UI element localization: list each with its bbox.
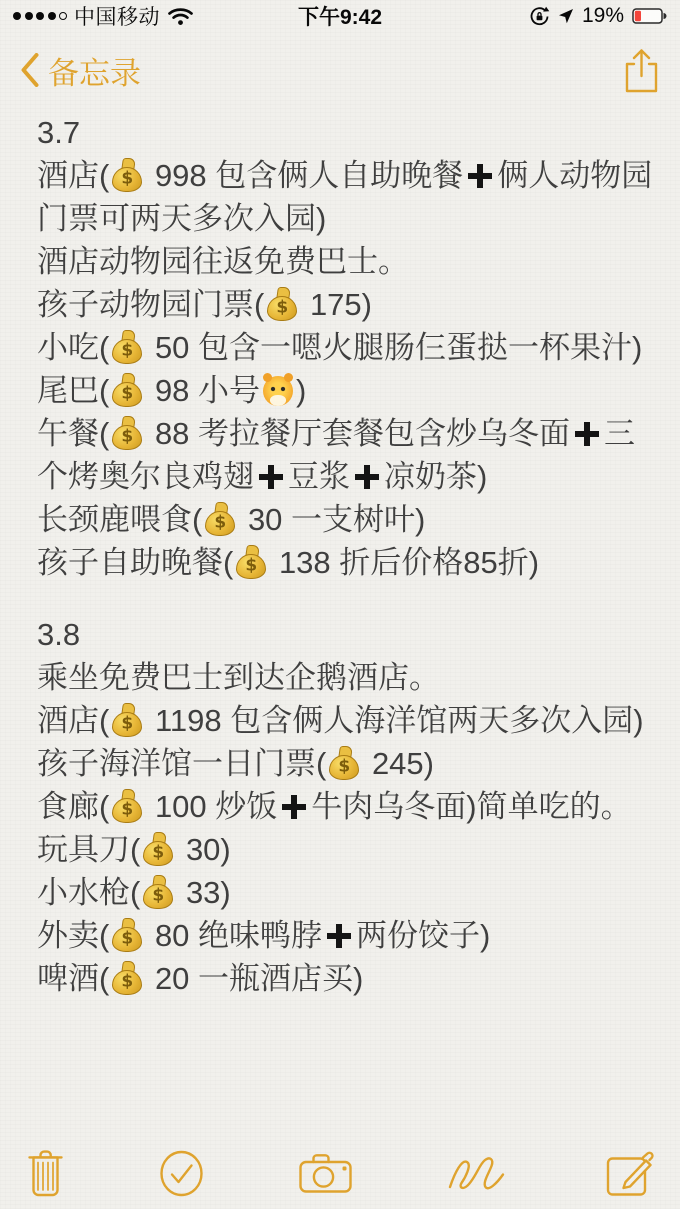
bottom-toolbar	[0, 1137, 680, 1209]
moneybag-emoji-icon	[329, 746, 360, 780]
note-text: 88 考拉餐厅套餐包含炒乌冬面	[146, 416, 571, 451]
moneybag-body	[267, 296, 297, 321]
moneybag-emoji-icon	[112, 918, 143, 952]
note-text: 245)	[363, 746, 434, 781]
note-text: 酒店动物园往返免费巴士。	[37, 244, 409, 279]
moneybag-body	[112, 425, 142, 450]
moneybag-body	[143, 884, 173, 909]
moneybag-emoji-icon	[112, 961, 143, 995]
checklist-button[interactable]	[158, 1149, 205, 1198]
note-text: 酒店(	[37, 158, 110, 193]
wifi-icon	[167, 6, 194, 27]
orientation-lock-icon	[529, 6, 550, 27]
share-button[interactable]	[623, 47, 660, 94]
status-bar	[0, 0, 680, 32]
battery-percent-label: 19%	[581, 4, 624, 27]
note-text: 尾巴(	[37, 373, 110, 408]
note-section	[37, 613, 655, 1000]
note-line	[37, 412, 655, 498]
battery-icon	[632, 8, 667, 24]
status-left-group	[13, 1, 194, 31]
note-text: 俩人动物园门票可两天多次入园)	[37, 158, 653, 236]
signal-dot	[48, 12, 56, 20]
note-text: 玩具刀(	[37, 832, 141, 867]
note-text: 食廊(	[37, 789, 110, 824]
note-text: 凉奶茶)	[384, 459, 488, 494]
plus-sign-icon	[468, 164, 492, 188]
note-text: 豆浆	[288, 459, 350, 494]
note-line	[37, 541, 655, 584]
note-text: 175)	[301, 287, 372, 322]
moneybag-emoji-icon	[236, 545, 267, 579]
moneybag-body	[236, 554, 266, 579]
status-right-group	[529, 4, 667, 28]
signal-strength-dots	[13, 12, 67, 20]
note-line	[37, 369, 655, 412]
note-text: 1198 包含俩人海洋馆两天多次入园)	[146, 703, 644, 738]
moneybag-body	[112, 339, 142, 364]
note-text: 啤酒(	[37, 961, 110, 996]
delete-note-button[interactable]	[26, 1149, 65, 1198]
moneybag-body	[112, 382, 142, 407]
note-text: 50 包含一嗯火腿肠仨蛋挞一杯果汁)	[146, 330, 643, 365]
note-text: 乘坐免费巴士到达企鹅酒店。	[37, 660, 440, 695]
compose-icon	[605, 1149, 654, 1198]
note-section	[37, 111, 655, 584]
note-text: 138 折后价格85折)	[270, 545, 540, 580]
sketch-icon	[445, 1151, 512, 1196]
note-line	[37, 871, 655, 914]
note-line	[37, 828, 655, 871]
signal-dot	[13, 12, 21, 20]
plus-sign-icon	[575, 422, 599, 446]
note-text: )	[296, 373, 307, 408]
tiger-emoji-icon	[263, 376, 293, 406]
note-text: 孩子动物园门票(	[37, 287, 265, 322]
moneybag-body	[112, 927, 142, 952]
note-line	[37, 498, 655, 541]
moneybag-emoji-icon	[112, 373, 143, 407]
moneybag-body	[112, 798, 142, 823]
signal-dot	[25, 12, 33, 20]
location-arrow-icon	[558, 8, 574, 24]
moneybag-emoji-icon	[112, 789, 143, 823]
note-line	[37, 326, 655, 369]
note-text: 30)	[177, 832, 231, 867]
note-line	[37, 240, 655, 283]
note-line	[37, 957, 655, 1000]
note-text: 20 一瓶酒店买)	[146, 961, 364, 996]
carrier-label: 中国移动	[74, 6, 160, 29]
plus-sign-icon	[282, 795, 306, 819]
nav-bar	[0, 34, 680, 106]
back-button[interactable]	[20, 48, 141, 93]
signal-dot	[59, 12, 67, 20]
note-line	[37, 914, 655, 957]
note-line	[37, 656, 655, 699]
note-text: 三个烤奥尔良鸡翅	[37, 416, 636, 494]
note-text: 牛肉乌冬面)简单吃的。	[311, 789, 632, 824]
moneybag-body	[143, 841, 173, 866]
back-chevron-icon	[20, 53, 39, 87]
trash-icon	[26, 1149, 65, 1198]
note-text: 孩子自助晚餐(	[37, 545, 234, 580]
moneybag-emoji-icon	[143, 832, 174, 866]
note-text: 两份饺子)	[356, 918, 491, 953]
section-date: 3.8	[37, 617, 81, 652]
note-line	[37, 742, 655, 785]
note-text: 30 一支树叶)	[239, 502, 426, 537]
note-line	[37, 283, 655, 326]
note-text: 80 绝味鸭脖	[146, 918, 323, 953]
compose-button[interactable]	[605, 1149, 654, 1198]
back-label: 备忘录	[48, 55, 141, 91]
note-text: 98 小号	[146, 373, 261, 408]
moneybag-body	[112, 970, 142, 995]
note-text: 酒店(	[37, 703, 110, 738]
moneybag-emoji-icon	[143, 875, 174, 909]
moneybag-emoji-icon	[112, 703, 143, 737]
clock-label: 下午9:42	[297, 6, 383, 29]
note-text: 午餐(	[37, 416, 110, 451]
moneybag-body	[112, 167, 142, 192]
note-text: 孩子海洋馆一日门票(	[37, 746, 327, 781]
note-line	[37, 785, 655, 828]
note-line	[37, 154, 655, 240]
sketch-button[interactable]	[445, 1151, 512, 1196]
note-text: 小吃(	[37, 330, 110, 365]
note-text: 长颈鹿喂食(	[37, 502, 203, 537]
plus-sign-icon	[259, 465, 283, 489]
moneybag-emoji-icon	[112, 330, 143, 364]
moneybag-body	[205, 511, 235, 536]
moneybag-emoji-icon	[205, 502, 236, 536]
moneybag-emoji-icon	[112, 158, 143, 192]
share-icon	[623, 47, 660, 94]
camera-icon	[298, 1152, 353, 1195]
plus-sign-icon	[355, 465, 379, 489]
note-line	[37, 699, 655, 742]
section-date: 3.7	[37, 115, 81, 150]
signal-dot	[36, 12, 44, 20]
note-body[interactable]	[37, 111, 655, 1000]
note-text: 998 包含俩人自助晚餐	[146, 158, 464, 193]
note-text: 小水枪(	[37, 875, 141, 910]
note-text: 33)	[177, 875, 231, 910]
plus-sign-icon	[327, 924, 351, 948]
moneybag-body	[329, 755, 359, 780]
moneybag-emoji-icon	[112, 416, 143, 450]
note-text: 外卖(	[37, 918, 110, 953]
moneybag-emoji-icon	[267, 287, 298, 321]
insert-photo-button[interactable]	[298, 1152, 353, 1195]
checklist-icon	[158, 1149, 205, 1198]
moneybag-body	[112, 712, 142, 737]
note-text: 100 炒饭	[146, 789, 278, 824]
